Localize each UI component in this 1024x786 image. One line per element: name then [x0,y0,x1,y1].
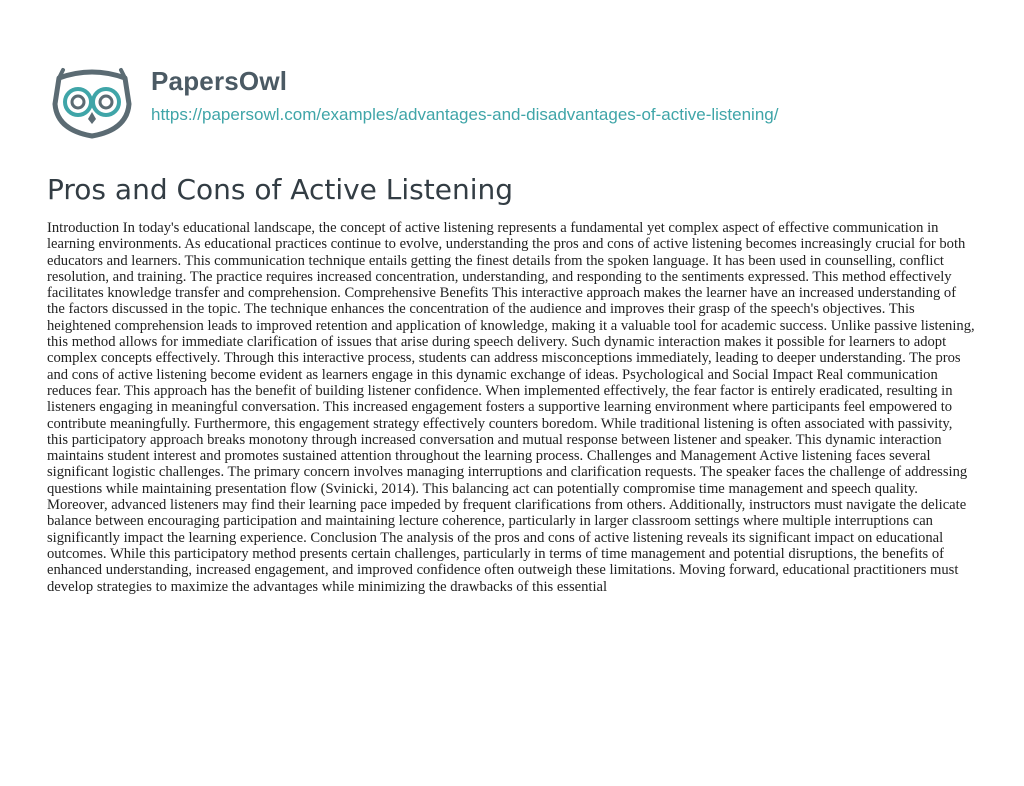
source-url-link[interactable]: https://papersowl.com/examples/advantages-and-disadvantages-of-active-listening/ [151,105,779,124]
brand-name: PapersOwl [151,66,288,96]
document-body-text: Introduction In today's educational landscape, the concept of active listening represents a fundamental yet complex aspect of effective communication in learning environments. As educational practices continue to evolve, understanding the pros and cons of active listening becomes increasingly crucial for both educators and learners. This communication technique entails getting the finest details from the spoken language. It has been used in counselling, conflict resolution, and training. The practice requires increased concentration, understanding, and responding to the sentiments expressed. This method effectively facilitates knowledge transfer and comprehension. Comprehensive Benefits This interactive approach makes the learner have an increased understanding of the factors discussed in the topic. The technique enhances the concentration of the audience and improves their grasp of the speech's objectives. This heightened comprehension leads to improved retention and application of knowledge, making it a valuable tool for academic success. Unlike passive listening, this method allows for immediate clarification of issues that arise during speech delivery. Such dynamic interaction makes it possible for learners to adopt complex concepts effectively. Through this interactive process, students can address misconceptions immediately, leading to deeper understanding. The pros and cons of active listening become evident as learners engage in this dynamic exchange of ideas. Psychological and Social Impact Real communication reduces fear. This approach has the benefit of building listener confidence. When implemented effectively, the fear factor is entirely eradicated, resulting in listeners engaging in meaningful conversation. This increased engagement fosters a supportive learning environment where participants feel empowered to contribute meaningfully. Furthermore, this engagement strategy effectively counters boredom. While traditional listening is often associated with passivity, this participatory approach breaks monotony through increased conversation and mutual response between listener and speaker. This dynamic interaction maintains student interest and promotes sustained attention throughout the learning process. Challenges and Management Active listening faces several significant logistic challenges. The primary concern involves managing interruptions and clarification requests. The speaker faces the challenge of addressing questions while maintaining presentation flow (Svinicki, 2014). This balancing act can potentially compromise time management and speech quality. Moreover, advanced listeners may find their learning pace impeded by frequent clarifications from others. Additionally, instructors must navigate the delicate balance between encouraging participation and maintaining lecture coherence, particularly in larger classroom settings where multiple interruptions can significantly impact the learning experience. Conclusion The analysis of the pros and cons of active listening reveals its significant impact on educational outcomes. While this participatory method presents certain challenges, particularly in terms of time management and potential disruptions, the benefits of enhanced understanding, increased engagement, and improved confidence often outweigh these limitations. Moving forward, educational practitioners must develop strategies to maximize the advantages while minimizing the drawbacks of this essential [47,220,975,595]
document-title: Pros and Cons of Active Listening [47,173,514,206]
site-header [47,60,987,140]
owl-face-icon [47,60,137,140]
